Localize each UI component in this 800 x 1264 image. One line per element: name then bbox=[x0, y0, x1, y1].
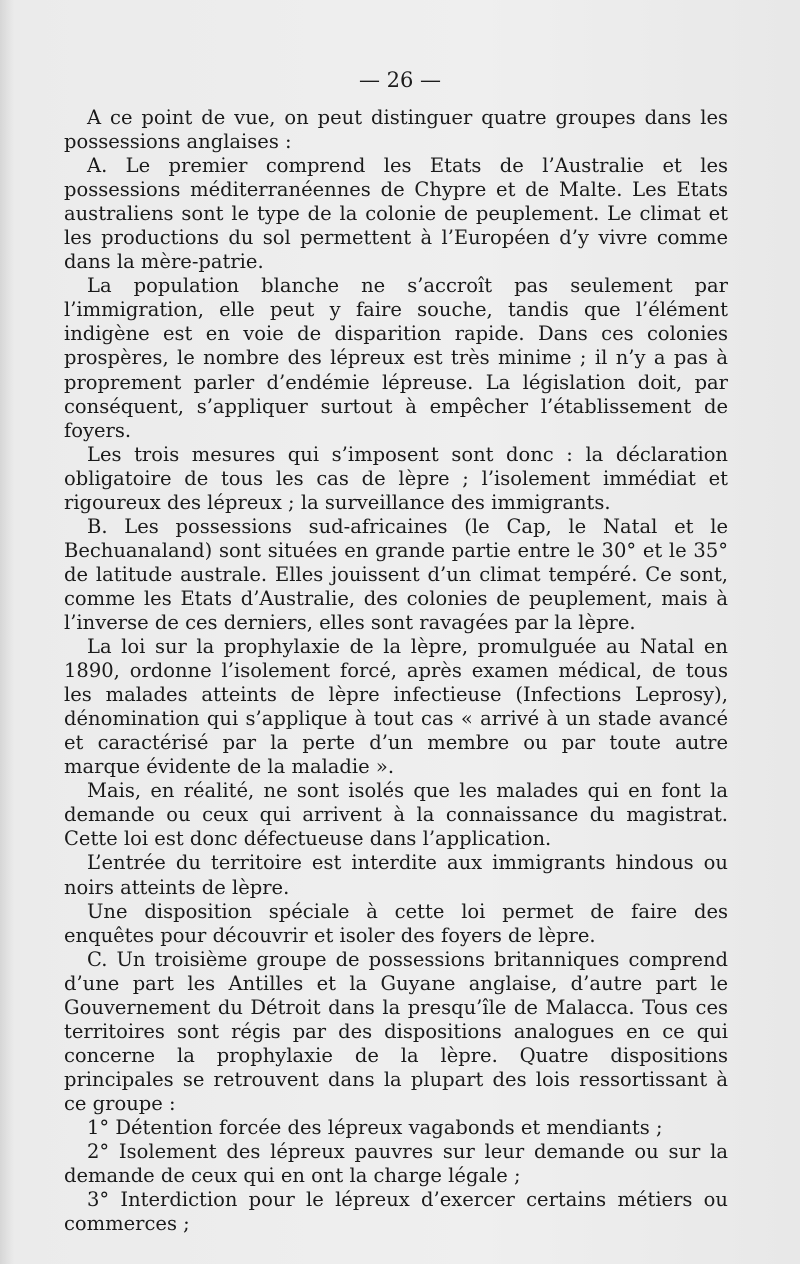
paragraph-measures: Les trois mesures qui s’imposent sont donc : la déclaration obligatoire de tous les cas de lèpre ; l’isolement immédiat et rigoureux des lépreux ; la surveillance des immigrants. bbox=[64, 442, 728, 514]
list-item-2: 2° Isolement des lépreux pauvres sur leur demande ou sur la demande de ceux qui en ont la charge légale ; bbox=[64, 1140, 728, 1188]
paragraph-group-c: C. Un troisième groupe de possessions britanniques comprend d’une part les Antilles et la Guyane anglaise, d’autre part le Gouvernement du Détroit dans la presqu’île de Malacca. Tous ces territoires sont régis par des dispositions analogues en ce qui concerne la prophylaxie de la lèpre. Quatre dispositions principales se retrouvent dans la plupart des lois ressortissant à ce groupe : bbox=[64, 947, 728, 1115]
body-text bbox=[64, 106, 728, 1236]
paragraph-group-a: A. Le premier comprend les Etats de l’Australie et les possessions méditerranéennes de Chypre et de Malte. Les Etats australiens sont le type de la colonie de peuplement. Le climat et les productions du sol permettent à l’Européen d’y vivre comme dans la mère-patrie. bbox=[64, 154, 728, 274]
paragraph-entry-ban: L’entrée du territoire est interdite aux immigrants hindous ou noirs atteints de lèpre. bbox=[64, 851, 728, 899]
paragraph-natal-law: La loi sur la prophylaxie de la lèpre, promulguée au Natal en 1890, ordonne l’isolement forcé, après examen médical, de tous les malades atteints de lèpre infectieuse (Infections Leprosy), dénomination qui s’applique à tout cas « arrivé à un stade avancé et caractérisé par la perte d’un membre ou par toute autre marque évidente de la maladie ». bbox=[64, 635, 728, 779]
list-item-3: 3° Interdiction pour le lépreux d’exercer certains métiers ou commerces ; bbox=[64, 1188, 728, 1236]
paragraph-intro: A ce point de vue, on peut distinguer quatre groupes dans les possessions anglaises : bbox=[64, 106, 728, 154]
paragraph-population: La population blanche ne s’accroît pas seulement par l’immigration, elle peut y faire souche, tandis que l’élément indigène est en voie de disparition rapide. Dans ces colonies prospères, le nombre des lépreux est très minime ; il n’y a pas à proprement parler d’endémie lépreuse. La législation doit, par conséquent, s’appliquer surtout à empêcher l’établissement de foyers. bbox=[64, 274, 728, 442]
list-item-1: 1° Détention forcée des lépreux vagabonds et mendiants ; bbox=[87, 1115, 663, 1139]
page-number: — 26 — bbox=[358, 68, 442, 92]
paragraph-special-provision: Une disposition spéciale à cette loi permet de faire des enquêtes pour découvrir et isoler des foyers de lèpre. bbox=[64, 899, 728, 947]
paragraph-reality: Mais, en réalité, ne sont isolés que les malades qui en font la demande ou ceux qui arrivent à la connaissance du magistrat. Cette loi est donc défectueuse dans l’application. bbox=[64, 779, 728, 851]
paragraph-group-b: B. Les possessions sud-africaines (le Cap, le Natal et le Bechuanaland) sont situées en grande partie entre le 30° et le 35° de latitude australe. Elles jouissent d’un climat tempéré. Ce sont, comme les Etats d’Australie, des colonies de peuplement, mais à l’inverse de ces derniers, elles sont ravagées par la lèpre. bbox=[64, 514, 728, 634]
